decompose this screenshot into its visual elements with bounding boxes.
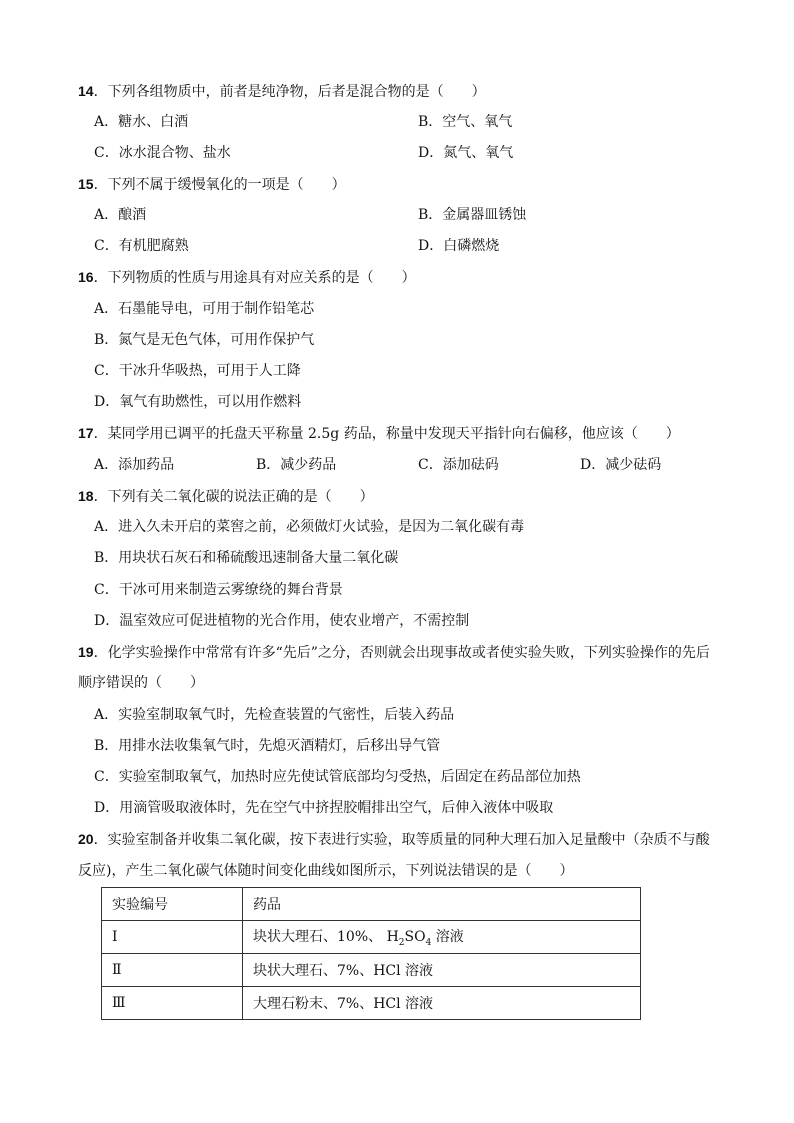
q14-option-c: C．冰水混合物、盐水 [94,145,231,161]
table-row [102,954,641,987]
experiment-id-cell: Ⅰ [102,921,243,954]
table-header-row [102,888,641,921]
q15-option-a: A．酿酒 [94,207,147,223]
question-20-stem: 20．实验室制备并收集二氧化碳，按下表进行实验，取等质量的同种大理石加入足量酸中（杂质不与酸 [78,831,710,848]
question-20-stem-cont: 反应)，产生二氧化碳气体随时间变化曲线如图所示，下列说法错误的是（ ） [78,863,574,879]
q17-option-b: B．减少药品 [256,457,337,473]
q15-option-c: C．有机肥腐熟 [94,238,189,254]
q16-option-b: B．氮气是无色气体，可用作保护气 [94,332,315,348]
q16-option-a: A．石墨能导电，可用于制作铅笔芯 [94,301,315,317]
experiment-table [101,887,641,1020]
drug-cell: 块状大理石、7%、HCl 溶液 [243,954,641,987]
question-14-stem: 14．下列各组物质中，前者是纯净物，后者是混合物的是（ ） [78,83,486,100]
experiment-id-cell: Ⅲ [102,987,243,1020]
question-19-stem-cont: 顺序错误的（ ） [78,675,204,691]
table-row [102,921,641,954]
q17-option-a: A．添加药品 [94,457,175,473]
q16-option-c: C．干冰升华吸热，可用于人工降 [94,363,301,379]
experiment-id-cell: Ⅱ [102,954,243,987]
drug-cell: 大理石粉末、7%、HCl 溶液 [243,987,641,1020]
table-header-cell: 药品 [243,888,641,921]
q19-option-a: A．实验室制取氧气时，先检查装置的气密性，后装入药品 [94,707,455,723]
q19-option-b: B．用排水法收集氧气时，先熄灭酒精灯，后移出导气管 [94,738,441,754]
table-header-cell: 实验编号 [102,888,243,921]
q17-option-c: C．添加砝码 [418,457,499,473]
q14-option-a: A．糖水、白酒 [94,114,189,130]
q14-option-b: B．空气、氧气 [418,114,513,130]
q17-option-d: D．减少砝码 [580,457,662,473]
q18-option-c: C．干冰可用来制造云雾缭绕的舞台背景 [94,582,343,598]
q18-option-b: B．用块状石灰石和稀硫酸迅速制备大量二氧化碳 [94,550,399,566]
question-19-stem: 19．化学实验操作中常常有许多“先后”之分，否则就会出现事故或者使实验失败，下列实验操作的先后 [78,644,710,661]
q14-option-d: D．氮气、氧气 [418,145,514,161]
drug-cell: 块状大理石、10%、 $H_2SO_4$ 溶液 [243,921,641,954]
question-15-stem: 15．下列不属于缓慢氧化的一项是（ ） [78,176,346,193]
q15-option-d: D．白磷燃烧 [418,238,500,254]
q18-option-d: D．温室效应可促进植物的光合作用，使农业增产，不需控制 [94,613,470,629]
q19-option-d: D．用滴管吸取液体时，先在空气中挤捏胶帽排出空气，后伸入液体中吸取 [94,800,554,816]
q19-option-c: C．实验室制取氧气，加热时应先使试管底部均匀受热，后固定在药品部位加热 [94,769,581,785]
question-17-stem: 17．某同学用已调平的托盘天平称量 2.5g 药品，称量中发现天平指针向右偏移，他应该（ ） [78,425,680,442]
q18-option-a: A．进入久未开启的菜窖之前，必须做灯火试验，是因为二氧化碳有毒 [94,519,525,535]
q15-option-b: B．金属器皿锈蚀 [418,207,527,223]
question-18-stem: 18．下列有关二氧化碳的说法正确的是（ ） [78,488,374,505]
table-row [102,987,641,1020]
question-16-stem: 16．下列物质的性质与用途具有对应关系的是（ ） [78,269,416,286]
q16-option-d: D．氧气有助燃性，可以用作燃料 [94,394,302,410]
